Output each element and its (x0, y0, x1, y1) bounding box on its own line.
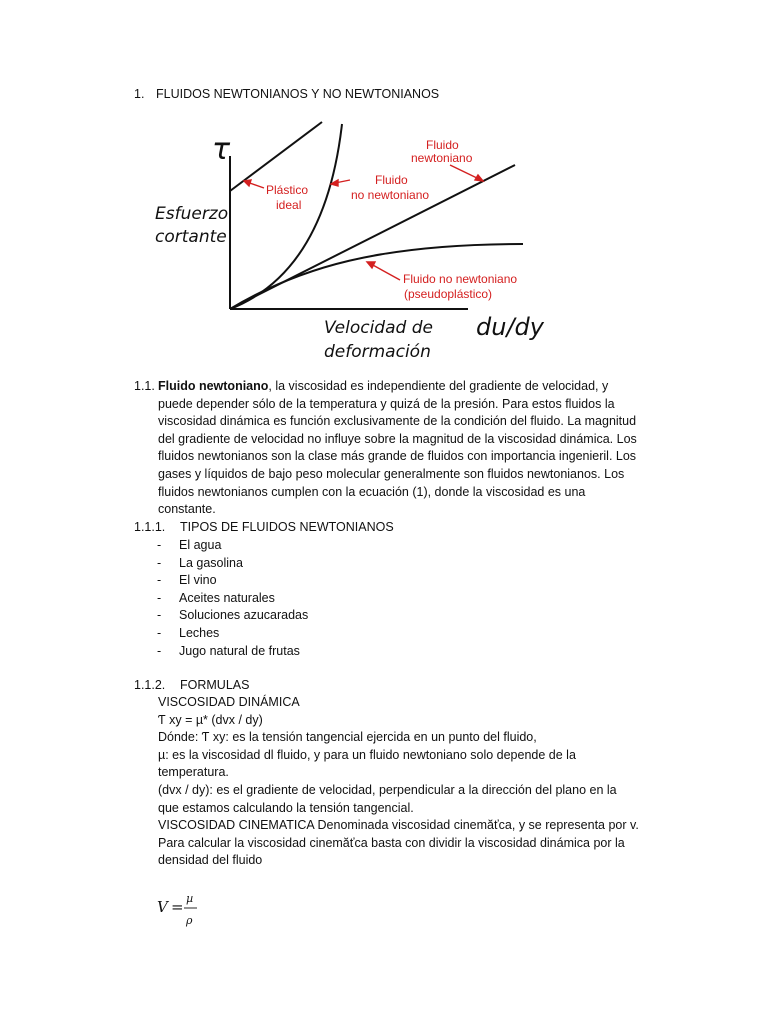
formula-line: Para calcular la viscosidad cinemăťca basta con dividir la viscosidad dinámica por la (158, 835, 625, 850)
newtonian-fluid-list (157, 537, 308, 660)
formula-line: densidad del fluido (158, 853, 263, 868)
xlabel-line1: Velocidad de (324, 318, 433, 338)
heading-title: FLUIDOS NEWTONIANOS Y NO NEWTONIANOS (156, 87, 440, 101)
section-1-1-1-title: TIPOS DE FLUIDOS NEWTONIANOS (180, 520, 394, 534)
label-nonnewt-2: no newtoniano (351, 188, 430, 202)
dash-bullet: - (157, 538, 162, 552)
formula-line: µ: es la viscosidad dl fluido, y para un fluido newtoniano solo depende de la (158, 747, 576, 762)
formula-lhs: V (157, 898, 168, 916)
section-1-1-number: 1.1. (134, 379, 155, 393)
para-line: fluidos newtonianos son la clase más grande de fluidos con importancia ingenieril. Los (158, 449, 637, 464)
para-line: gases y líquidos de bajo peso molecular generalmente son fluidos newtonianos. Los (158, 466, 625, 481)
formula-equals: = (171, 898, 184, 916)
dash-bullet: - (157, 555, 162, 570)
kinematic-viscosity-formula (155, 888, 215, 930)
section-1-1-first-line (134, 378, 654, 396)
formula-numerator: µ (186, 892, 194, 905)
label-plastic-2: ideal (276, 198, 302, 212)
section-1-1-2-number: 1.1.2. (134, 678, 166, 692)
formula-line: (dvx / dy): es el gradiente de velocidad, perpendicular a la dirección del plano en la (158, 782, 617, 797)
x-symbol: du/dy (476, 313, 544, 341)
section-1-1-2-heading (134, 677, 249, 695)
label-plastic-1: Plástico (266, 183, 309, 197)
formula-line: que estamos calculando la tensión tangencial. (158, 800, 414, 815)
section-1-1-line1: , la viscosidad es independiente del gradiente de velocidad, y (268, 379, 609, 393)
section-1-1-2-title: FORMULAS (180, 678, 250, 692)
formula-line: Dónde: Ƭ xy: es la tensión tangencial ejercida en un punto del fluido, (158, 730, 537, 745)
list-item-text: Jugo natural de frutas (179, 643, 300, 658)
list-item-text: El vino (179, 573, 217, 588)
dash-bullet: - (157, 643, 162, 658)
heading-number: 1. (134, 87, 145, 101)
section-1-1 (134, 378, 654, 519)
list-item (157, 537, 308, 555)
list-item (157, 572, 308, 590)
label-newt-1: Fluido (426, 138, 459, 152)
formula-line: VISCOSIDAD CINEMATICA Denominada viscosidad cinemăťca, y se representa por v. (158, 818, 639, 833)
section-1-1-bold-lead: Fluido newtoniano (158, 379, 269, 393)
para-line: puede depender sólo de la temperatura y quizá de la presión. Para estos fluidos la (158, 396, 615, 411)
formula-line: Ƭ xy = µ* (dvx / dy) (158, 712, 263, 727)
dash-bullet: - (157, 573, 162, 588)
list-item (157, 590, 308, 608)
list-item-text: Soluciones azucaradas (179, 608, 309, 623)
section-1-1-1-number: 1.1.1. (134, 520, 166, 534)
list-item (157, 643, 308, 661)
dash-bullet: - (157, 590, 162, 605)
label-nonnewt-1: Fluido (375, 173, 408, 187)
label-newt-2: newtoniano (411, 151, 473, 165)
list-item-text: Leches (179, 625, 220, 640)
para-line: constante. (158, 502, 216, 517)
formula-line: VISCOSIDAD DINÁMICA (158, 695, 300, 709)
list-item (157, 607, 308, 625)
list-item-text: La gasolina (179, 555, 243, 570)
formulas-block (158, 694, 639, 870)
list-item-text: Aceites naturales (179, 590, 275, 605)
tau-symbol: τ (212, 132, 231, 167)
section-1-1-1-heading (134, 519, 394, 537)
list-item-text: El agua (179, 538, 222, 552)
formula-line: temperatura. (158, 765, 229, 780)
para-line: fluidos newtonianos cumplen con la ecuación (1), donde la viscosidad es una (158, 484, 586, 499)
list-item (157, 555, 308, 573)
ylabel-line2: cortante (155, 227, 227, 247)
para-line: del gradiente de velocidad no influye sobre la magnitud de la viscosidad dinámica. Los (158, 431, 637, 446)
list-item (157, 625, 308, 643)
para-line: viscosidad dinámica es función exclusivamente de la condición del fluido. La magnitud (158, 414, 637, 429)
viscosity-diagram (150, 112, 550, 368)
formula-denominator: ρ (186, 914, 193, 927)
xlabel-line2: deformación (324, 342, 431, 362)
section-heading (134, 86, 439, 104)
label-pseudo-2: (pseudoplástico) (404, 287, 493, 301)
dash-bullet: - (157, 608, 162, 623)
ylabel-line1: Esfuerzo (155, 204, 229, 224)
label-pseudo-1: Fluido no newtoniano (403, 272, 518, 286)
dash-bullet: - (157, 625, 162, 640)
